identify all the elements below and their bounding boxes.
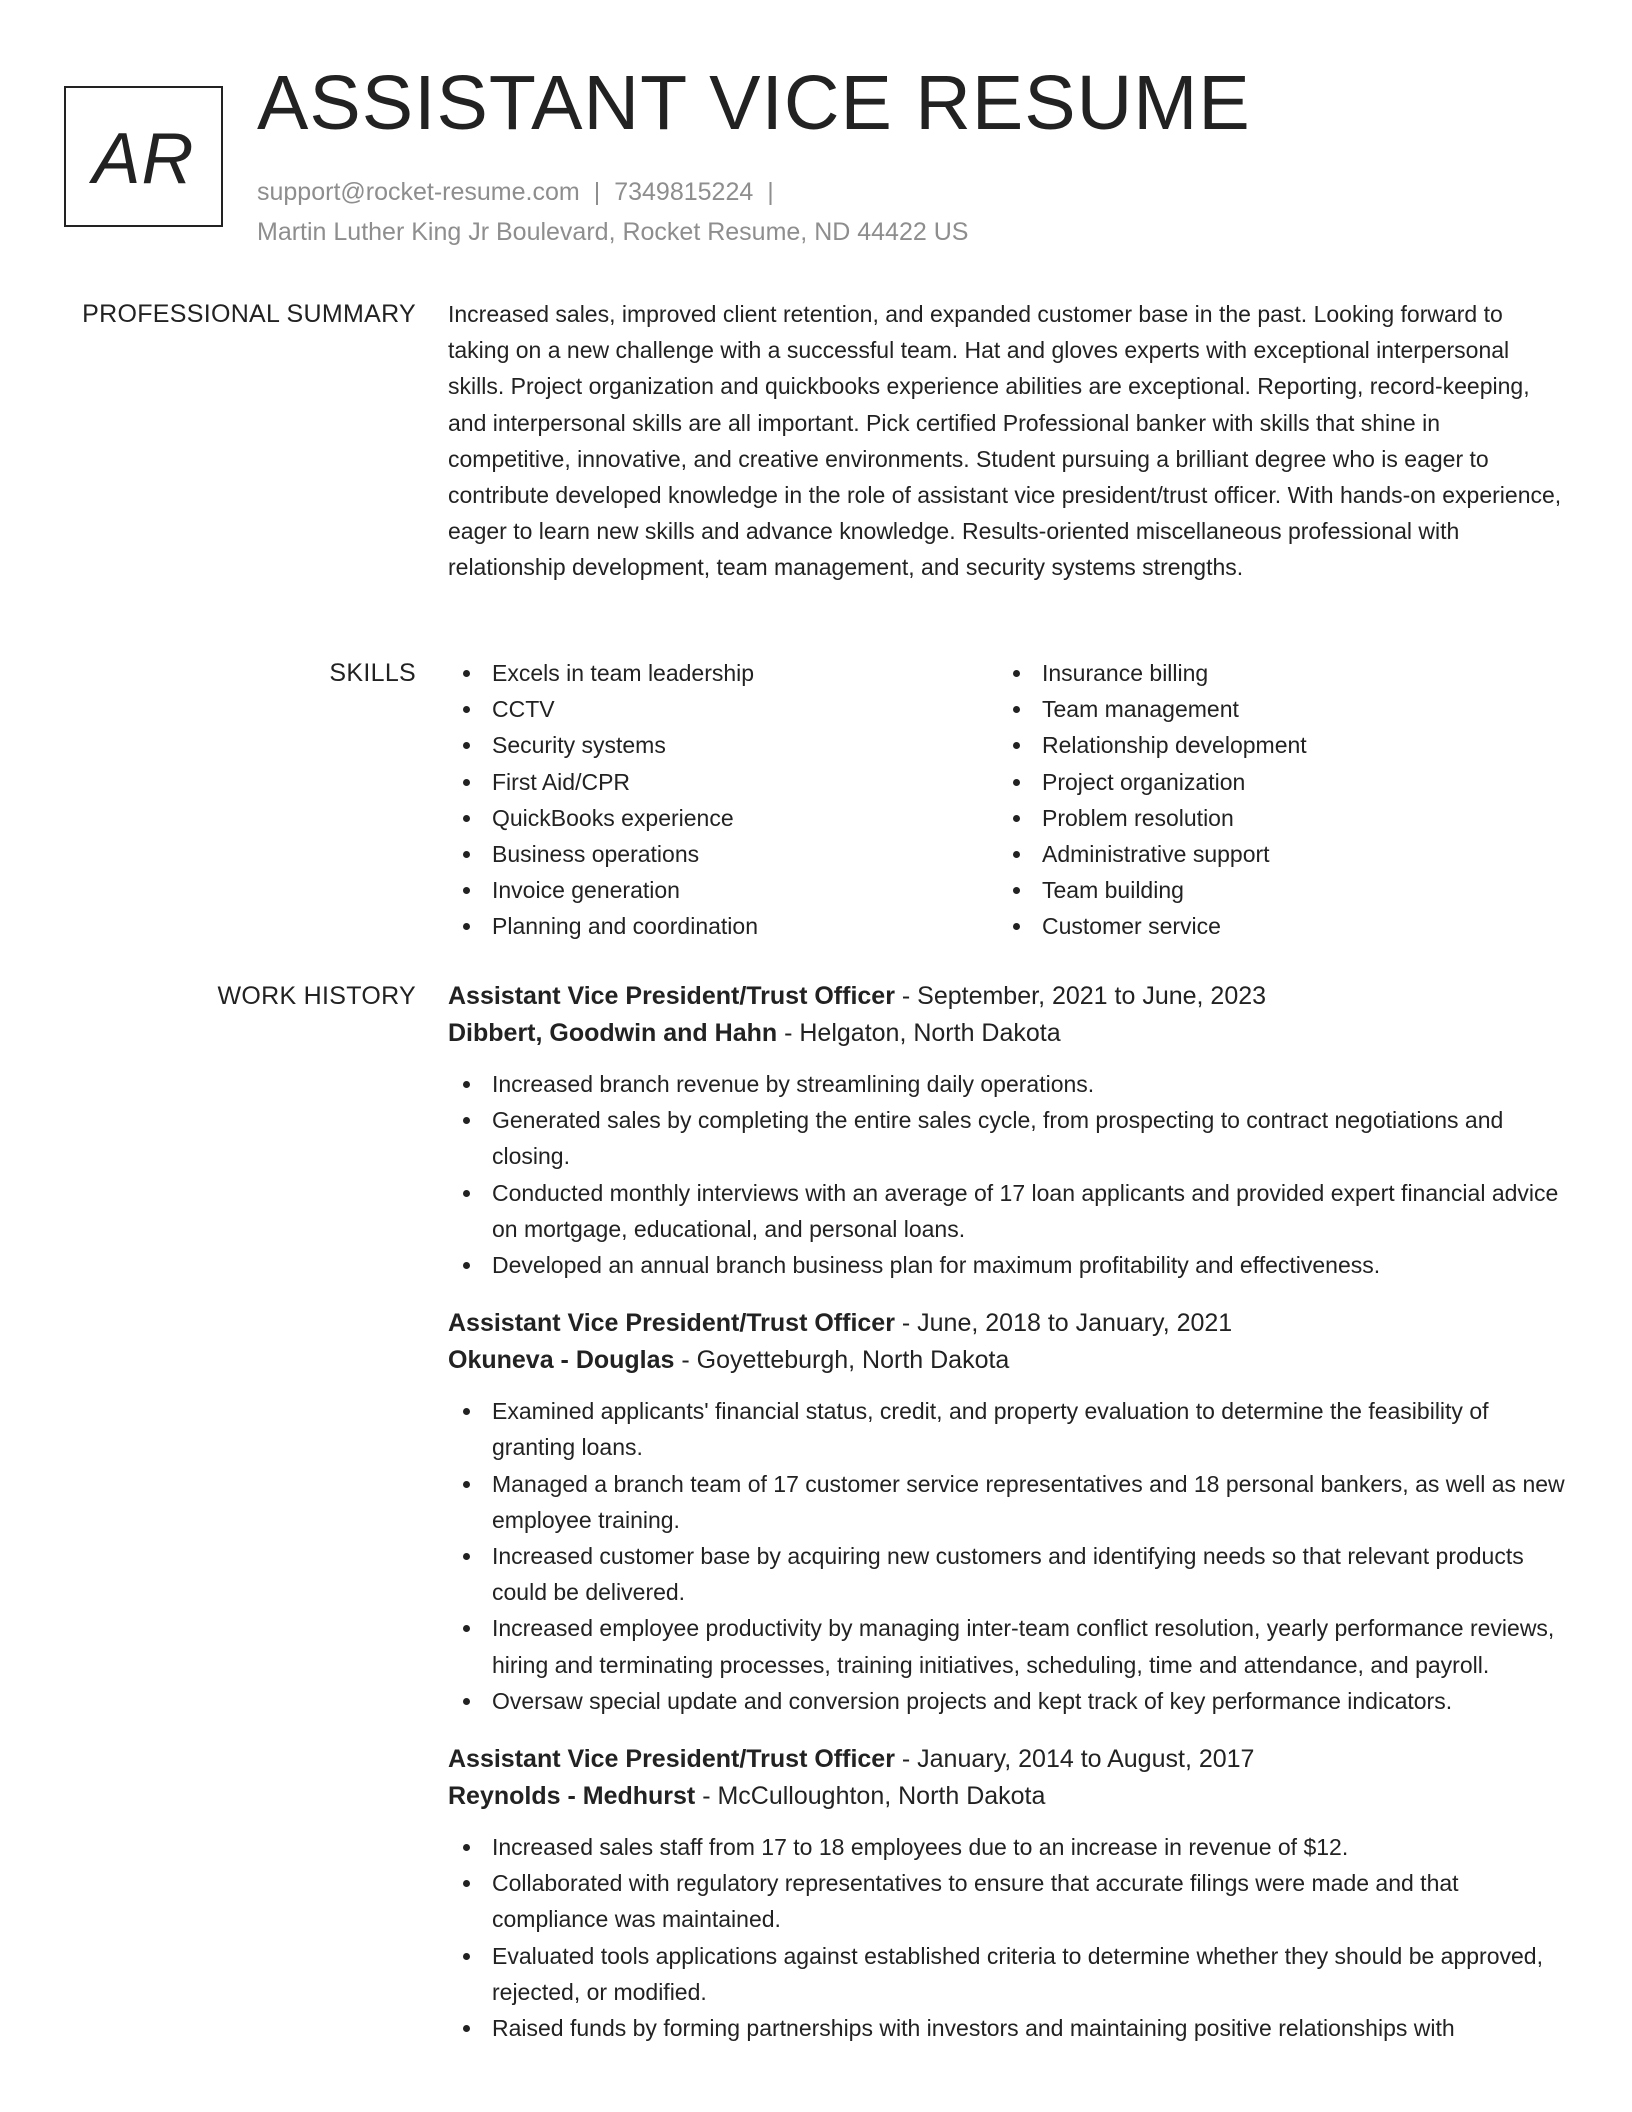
- bullet-icon: [463, 1844, 470, 1851]
- monogram-initials: AR: [92, 118, 195, 199]
- skill-item: [998, 908, 1548, 944]
- skill-item-text: Invoice generation: [492, 877, 680, 904]
- job-title: Assistant Vice President/Trust Officer: [448, 1745, 895, 1774]
- job-bullet-list: [448, 1393, 1566, 1719]
- bullet-icon: [463, 1190, 470, 1197]
- bullet-icon: [463, 1880, 470, 1887]
- skills-label: SKILLS: [329, 659, 416, 687]
- job-bullet-list: [448, 1066, 1566, 1283]
- job-dates: - January, 2014 to August, 2017: [894, 1745, 1255, 1774]
- skill-item: [448, 764, 998, 800]
- skill-item-text: Security systems: [492, 732, 666, 759]
- job-bullet-text: Increased sales staff from 17 to 18 employees due to an increase in revenue of $12.: [492, 1834, 1349, 1861]
- job-title-line: [448, 1741, 1566, 1778]
- skills-body: [448, 655, 1566, 945]
- resume-title: ASSISTANT VICE RESUME: [257, 60, 1251, 146]
- bullet-icon: [463, 923, 470, 930]
- bullet-icon: [1013, 923, 1020, 930]
- skill-item-text: Business operations: [492, 841, 700, 868]
- bullet-icon: [463, 670, 470, 677]
- skills-column-left: [448, 655, 998, 945]
- job-bullet-text: Oversaw special update and conversion projects and kept track of key performance indicators.: [492, 1687, 1453, 1714]
- bullet-icon: [463, 779, 470, 786]
- summary-text: Increased sales, improved client retention, and expanded customer base in the past. Looking forward to taking on a new challenge with a successful team. Hat and gloves experts with exceptional interpersonal skills. Project organization and quickbooks experience abilities are exceptional. Reporting, record-keeping, and interpersonal skills are all important. Pick certified Professional banker with skills that shine in competitive, innovative, and creative environments. Student pursuing a brilliant degree who is eager to contribute developed knowledge in the role of assistant vice president/trust officer. With hands-on experience, eager to learn new skills and advance knowledge. Results-oriented miscellaneous professional with relationship development, team management, and security systems strengths.: [448, 301, 1562, 581]
- job-bullet-text: Increased employee productivity by managing inter-team conflict resolution, yearly performance reviews, hiring and terminating processes, training initiatives, scheduling, time and attendance, and payroll.: [492, 1615, 1555, 1678]
- bullet-icon: [1013, 670, 1020, 677]
- job-bullet-text: Generated sales by completing the entire sales cycle, from prospecting to contract negotiations and closing.: [492, 1107, 1504, 1170]
- job-bullet: [448, 1066, 1566, 1102]
- job-bullet: [448, 1938, 1566, 2010]
- skill-item: [448, 691, 998, 727]
- contact-address: Martin Luther King Jr Boulevard, Rocket Resume, ND 44422 US: [257, 218, 969, 246]
- job-entry: [448, 978, 1566, 1283]
- job-company: Reynolds - Medhurst: [448, 1782, 696, 1811]
- job-company: Dibbert, Goodwin and Hahn: [448, 1019, 778, 1047]
- bullet-icon: [463, 851, 470, 858]
- skill-item-text: Customer service: [1042, 913, 1221, 940]
- job-bullet-list: [448, 1829, 1566, 2046]
- bullet-icon: [1013, 706, 1020, 713]
- job-bullet-text: Raised funds by forming partnerships with investors and maintaining positive relationships with: [492, 2015, 1455, 2042]
- bullet-icon: [1013, 742, 1020, 749]
- skill-item: [998, 836, 1548, 872]
- skill-item: [448, 655, 998, 691]
- skill-item: [998, 764, 1548, 800]
- skills-column-right: [998, 655, 1548, 945]
- summary-body: [448, 296, 1566, 586]
- skill-item: [448, 727, 998, 763]
- skill-item: [448, 908, 998, 944]
- bullet-icon: [1013, 815, 1020, 822]
- bullet-icon: [463, 887, 470, 894]
- bullet-icon: [463, 1553, 470, 1560]
- monogram-box: [64, 86, 223, 227]
- skill-item: [998, 872, 1548, 908]
- job-bullet: [448, 2010, 1566, 2046]
- bullet-icon: [463, 1081, 470, 1088]
- job-bullet: [448, 1247, 1566, 1283]
- job-bullet-text: Collaborated with regulatory representatives to ensure that accurate filings were made and that compliance was maintained.: [492, 1870, 1459, 1933]
- contact-separator: |: [593, 178, 601, 206]
- job-company: Okuneva - Douglas: [448, 1346, 675, 1375]
- skill-item-text: Relationship development: [1042, 732, 1307, 759]
- bullet-icon: [463, 706, 470, 713]
- job-bullet-text: Increased branch revenue by streamlining daily operations.: [492, 1071, 1095, 1097]
- skill-item-text: Problem resolution: [1042, 804, 1234, 831]
- skill-item: [448, 836, 998, 872]
- work-history-body: [448, 978, 1566, 2068]
- skill-item: [448, 872, 998, 908]
- contact-line-1: [257, 172, 968, 212]
- skill-item-text: CCTV: [492, 696, 555, 723]
- job-company-line: [448, 1015, 1566, 1052]
- bullet-icon: [463, 1953, 470, 1960]
- job-bullet: [448, 1865, 1566, 1937]
- job-bullet-text: Developed an annual branch business plan for maximum profitability and effectiveness.: [492, 1252, 1381, 1279]
- skill-item: [998, 691, 1548, 727]
- contact-info: [257, 172, 968, 252]
- job-bullet: [448, 1538, 1566, 1610]
- job-company-line: [448, 1778, 1566, 1815]
- job-bullet-text: Increased customer base by acquiring new customers and identifying needs so that relevant products could be delivered.: [492, 1543, 1524, 1606]
- bullet-icon: [463, 1117, 470, 1124]
- work-history-label: WORK HISTORY: [217, 982, 416, 1010]
- bullet-icon: [1013, 887, 1020, 894]
- bullet-icon: [463, 742, 470, 749]
- job-bullet-text: Examined applicants' financial status, credit, and property evaluation to determine the feasibility of granting loans.: [492, 1398, 1489, 1461]
- job-bullet-text: Evaluated tools applications against established criteria to determine whether they should be approved, rejected, or modified.: [492, 1942, 1543, 2005]
- job-location: - McCulloughton, North Dakota: [695, 1782, 1046, 1811]
- job-bullet-text: Managed a branch team of 17 customer service representatives and 18 personal bankers, as well as new employee training.: [492, 1470, 1565, 1533]
- skill-item-text: Team building: [1042, 877, 1184, 904]
- summary-label: PROFESSIONAL SUMMARY: [82, 300, 416, 328]
- skill-item-text: Excels in team leadership: [492, 660, 755, 686]
- skill-item-text: Project organization: [1042, 768, 1246, 795]
- skill-item-text: Team management: [1042, 696, 1239, 723]
- skill-item: [998, 655, 1548, 691]
- skill-item-text: First Aid/CPR: [492, 768, 631, 795]
- job-entry: [448, 1305, 1566, 1719]
- skill-item: [998, 727, 1548, 763]
- job-dates: - September, 2021 to June, 2023: [894, 982, 1267, 1010]
- contact-phone[interactable]: 7349815224: [614, 178, 754, 206]
- bullet-icon: [463, 1262, 470, 1269]
- skill-item-text: Insurance billing: [1042, 660, 1209, 686]
- job-title: Assistant Vice President/Trust Officer: [448, 982, 895, 1010]
- bullet-icon: [463, 1408, 470, 1415]
- skill-item: [998, 800, 1548, 836]
- job-bullet: [448, 1829, 1566, 1865]
- bullet-icon: [1013, 851, 1020, 858]
- job-title-line: [448, 1305, 1566, 1342]
- bullet-icon: [463, 1625, 470, 1632]
- bullet-icon: [463, 1698, 470, 1705]
- skills-grid: [448, 655, 1566, 945]
- contact-email[interactable]: support@rocket-resume.com: [257, 178, 580, 206]
- bullet-icon: [463, 2025, 470, 2032]
- job-bullet: [448, 1610, 1566, 1682]
- skill-item: [448, 800, 998, 836]
- contact-separator: |: [767, 178, 774, 206]
- job-location: - Goyetteburgh, North Dakota: [674, 1346, 1010, 1375]
- bullet-icon: [463, 815, 470, 822]
- skill-item-text: Planning and coordination: [492, 913, 758, 940]
- job-bullet: [448, 1683, 1566, 1719]
- job-title: Assistant Vice President/Trust Officer: [448, 1309, 895, 1338]
- job-location: - Helgaton, North Dakota: [777, 1019, 1061, 1047]
- skill-item-text: Administrative support: [1042, 841, 1270, 868]
- bullet-icon: [463, 1481, 470, 1488]
- job-dates: - June, 2018 to January, 2021: [894, 1309, 1233, 1338]
- job-bullet: [448, 1466, 1566, 1538]
- job-title-line: [448, 978, 1566, 1015]
- job-bullet-text: Conducted monthly interviews with an average of 17 loan applicants and provided expert financial advice on mortgage, educational, and personal loans.: [492, 1179, 1559, 1242]
- bullet-icon: [1013, 779, 1020, 786]
- job-bullet: [448, 1175, 1566, 1247]
- skill-item-text: QuickBooks experience: [492, 804, 734, 831]
- job-bullet: [448, 1393, 1566, 1465]
- job-entry: [448, 1741, 1566, 2046]
- job-company-line: [448, 1342, 1566, 1379]
- job-bullet: [448, 1102, 1566, 1174]
